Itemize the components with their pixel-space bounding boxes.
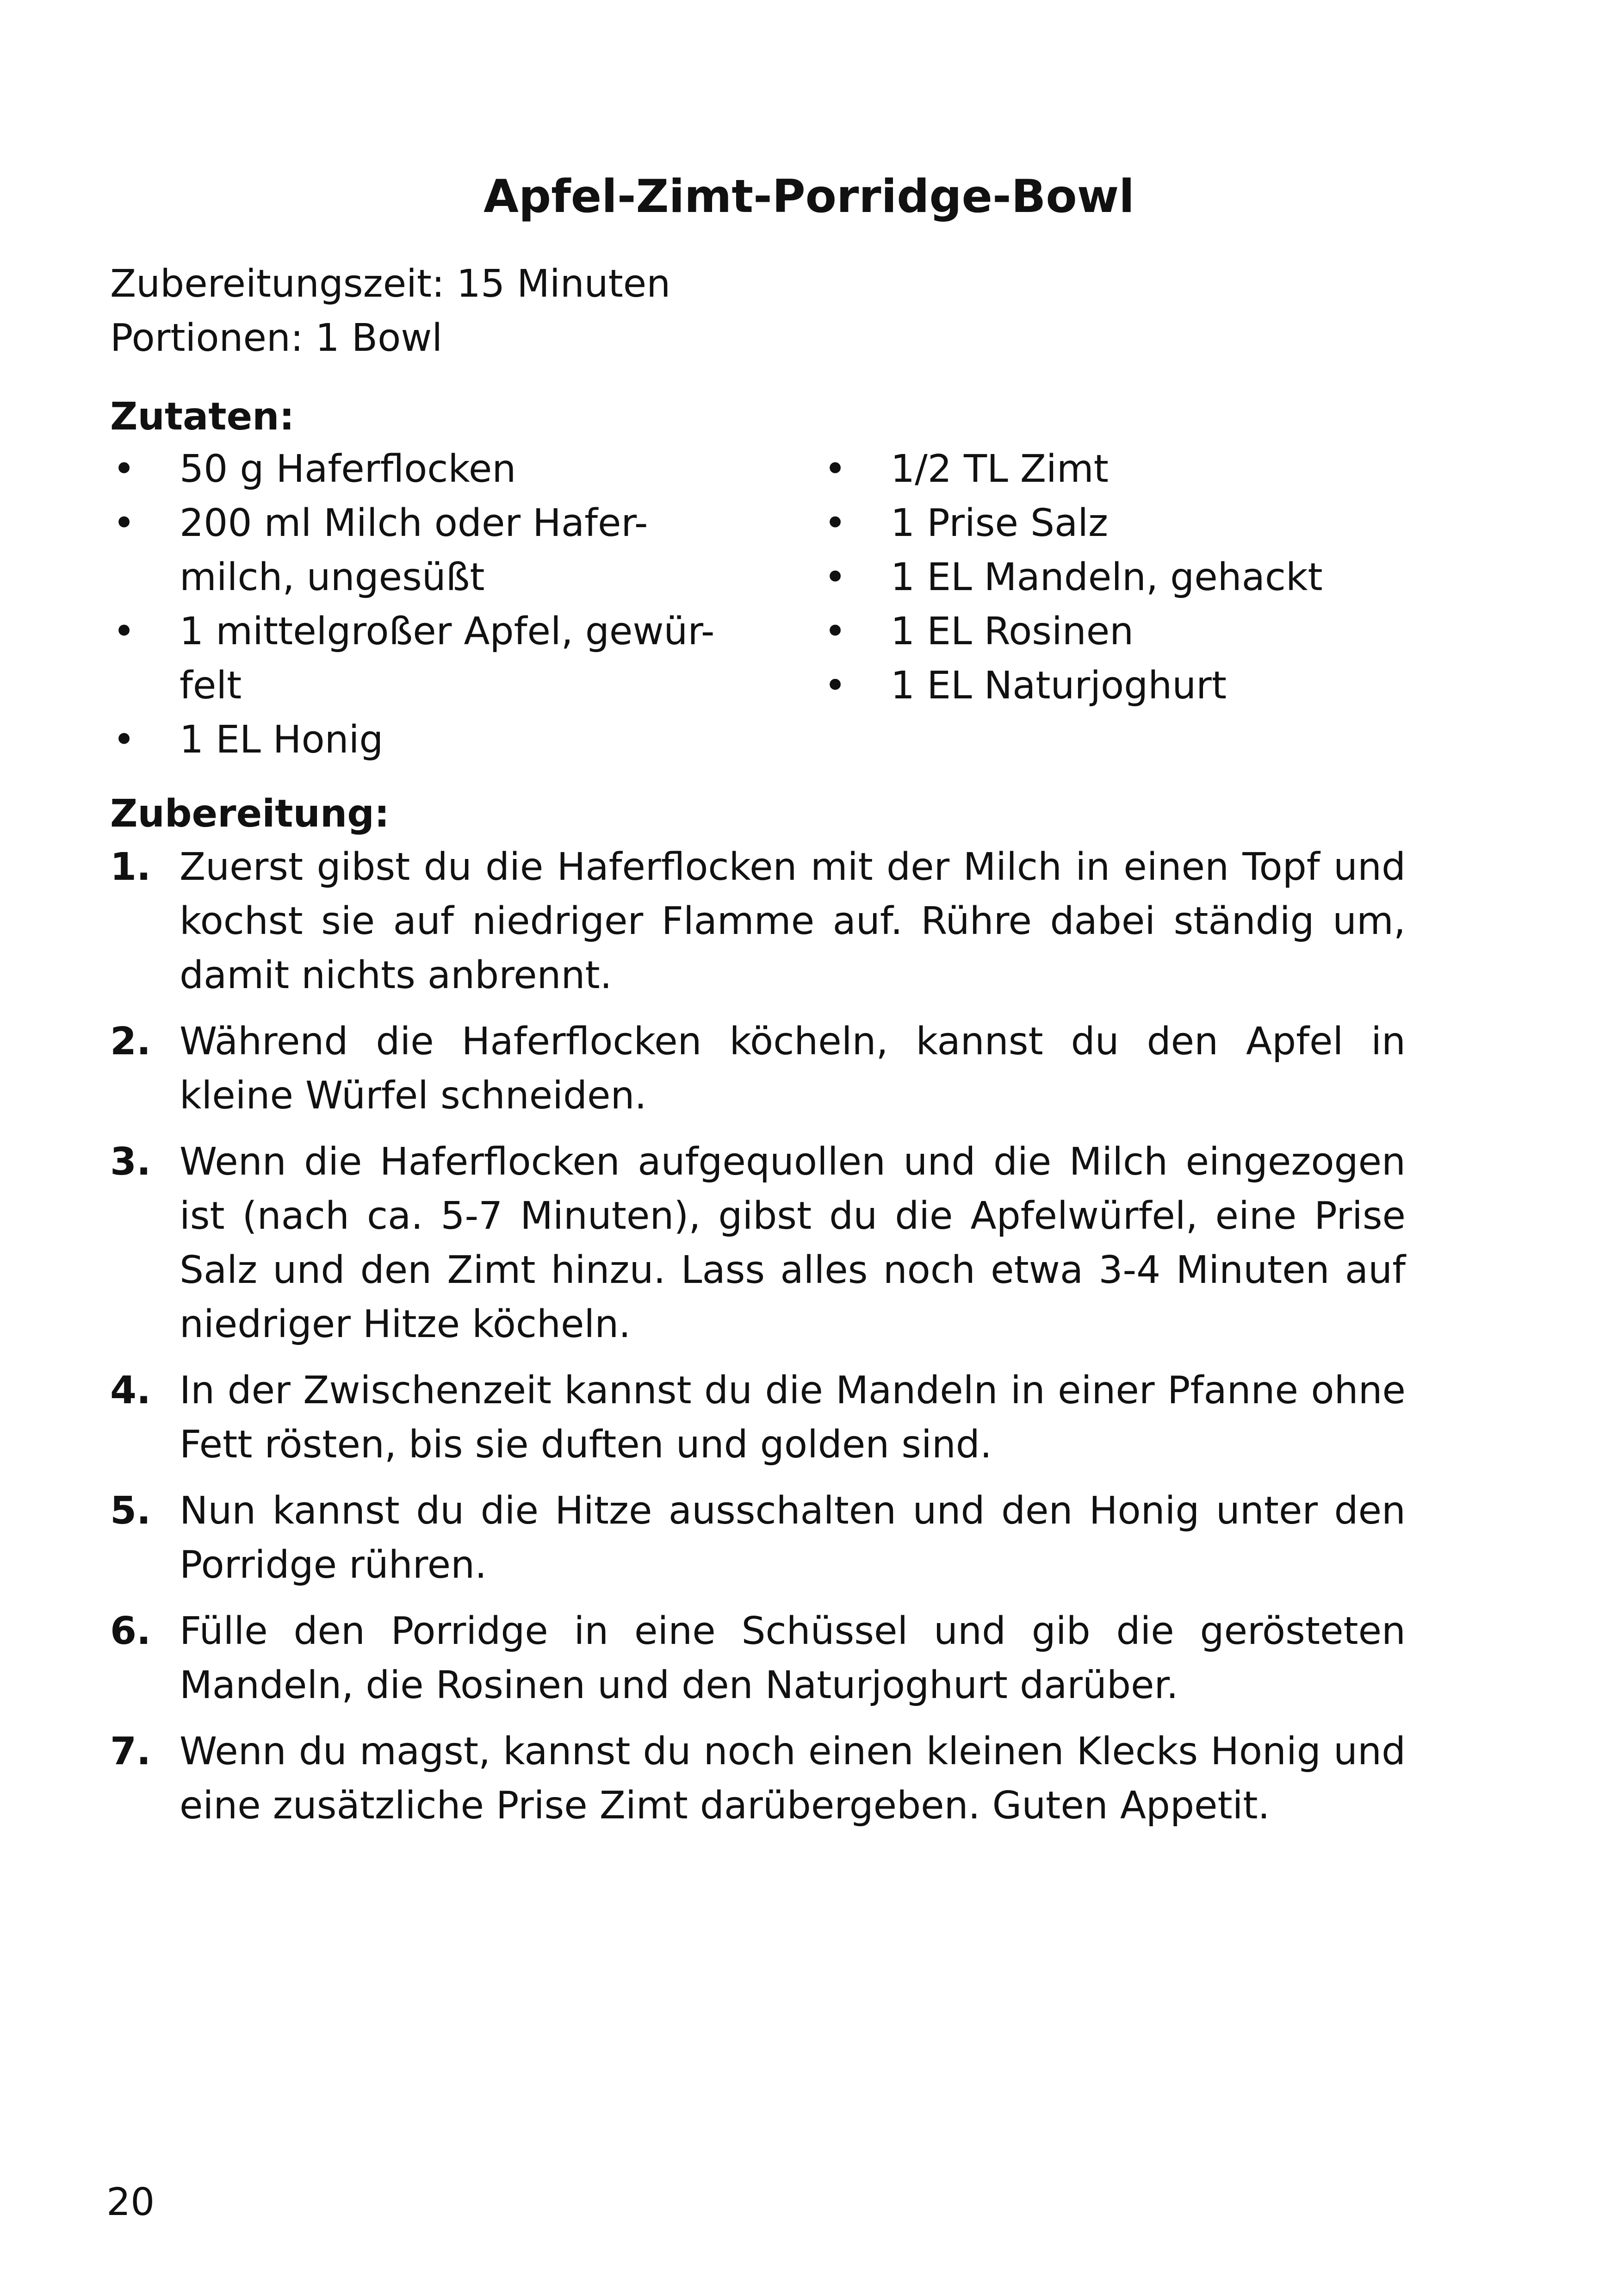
step-item [110, 1135, 1406, 1351]
ingredient-text: 1 EL Mandeln, gehackt [891, 555, 1323, 599]
step-number: 6. [110, 1609, 151, 1653]
recipe-title: Apfel-Zimt-Porridge-Bowl [484, 170, 1134, 223]
step-item [110, 1604, 1406, 1712]
bullet-icon: • [824, 501, 847, 545]
ingredient-text: 1 EL Rosinen [891, 610, 1134, 653]
ingredient-item [821, 442, 1469, 496]
ingredient-item [110, 442, 725, 496]
step-text: Zuerst gibst du die Haferflocken mit der Milch in einen Topf und kochst sie auf niedriger Flamme auf. Rühre dabei ständig um, damit nichts anbrennt. [180, 845, 1406, 997]
ingredient-item [110, 604, 725, 713]
ingredient-text: 1 EL Naturjoghurt [891, 664, 1227, 708]
page-number: 20 [106, 2180, 155, 2224]
step-item [110, 1724, 1406, 1833]
bullet-icon: • [112, 718, 136, 762]
ingredient-item [821, 604, 1469, 659]
ingredient-text: 200 ml Milch oder Hafer-milch, ungesüßt [180, 501, 648, 599]
ingredients-list-left [110, 442, 725, 767]
step-number: 5. [110, 1489, 151, 1533]
bullet-icon: • [824, 447, 847, 491]
ingredient-item [110, 496, 725, 604]
ingredient-text: 1 Prise Salz [891, 501, 1109, 545]
bullet-icon: • [112, 501, 136, 545]
servings: Portionen: 1 Bowl [110, 316, 443, 360]
ingredient-item [821, 550, 1469, 604]
step-item [110, 1363, 1406, 1472]
step-number: 3. [110, 1140, 151, 1184]
ingredient-item [821, 659, 1469, 713]
preparation-heading: Zubereitung: [110, 792, 390, 836]
ingredients-heading: Zutaten: [110, 395, 295, 439]
prep-time: Zubereitungszeit: 15 Minuten [110, 262, 671, 306]
bullet-icon: • [112, 610, 136, 653]
step-item [110, 840, 1406, 1002]
ingredients-list-right [821, 442, 1469, 713]
step-item [110, 1014, 1406, 1123]
bullet-icon: • [112, 447, 136, 491]
step-text: Wenn die Haferflocken aufgequollen und die Milch eingezogen ist (nach ca. 5-7 Minuten), gibst du die Apfelwürfel, eine Prise Salz und den Zimt hinzu. Lass alles noch etwa 3-4 Minuten auf niedriger Hitze köcheln. [180, 1140, 1406, 1346]
ingredient-item [821, 496, 1469, 550]
ingredient-item [110, 713, 725, 767]
step-text: Nun kannst du die Hitze ausschalten und den Honig unter den Porridge rühren. [180, 1489, 1406, 1587]
bullet-icon: • [824, 664, 847, 708]
step-number: 1. [110, 845, 151, 889]
step-number: 7. [110, 1730, 151, 1773]
step-number: 2. [110, 1020, 151, 1064]
ingredient-text: 1 EL Honig [180, 718, 384, 762]
bullet-icon: • [824, 610, 847, 653]
step-number: 4. [110, 1369, 151, 1412]
ingredient-text: 1/2 TL Zimt [891, 447, 1109, 491]
ingredient-text: 50 g Haferflocken [180, 447, 516, 491]
step-text: In der Zwischenzeit kannst du die Mandeln in einer Pfanne ohne Fett rösten, bis sie duften und golden sind. [180, 1369, 1406, 1467]
step-text: Wenn du magst, kannst du noch einen kleinen Klecks Honig und eine zusätzliche Prise Zimt darübergeben. Guten Appetit. [180, 1730, 1406, 1828]
preparation-steps [110, 840, 1406, 1845]
bullet-icon: • [824, 555, 847, 599]
step-item [110, 1484, 1406, 1592]
step-text: Während die Haferflocken köcheln, kannst du den Apfel in kleine Würfel schneiden. [180, 1020, 1406, 1118]
step-text: Fülle den Porridge in eine Schüssel und gib die gerösteten Mandeln, die Rosinen und den Naturjoghurt darüber. [180, 1609, 1406, 1707]
ingredient-text: 1 mittelgroßer Apfel, gewür-felt [180, 610, 715, 708]
